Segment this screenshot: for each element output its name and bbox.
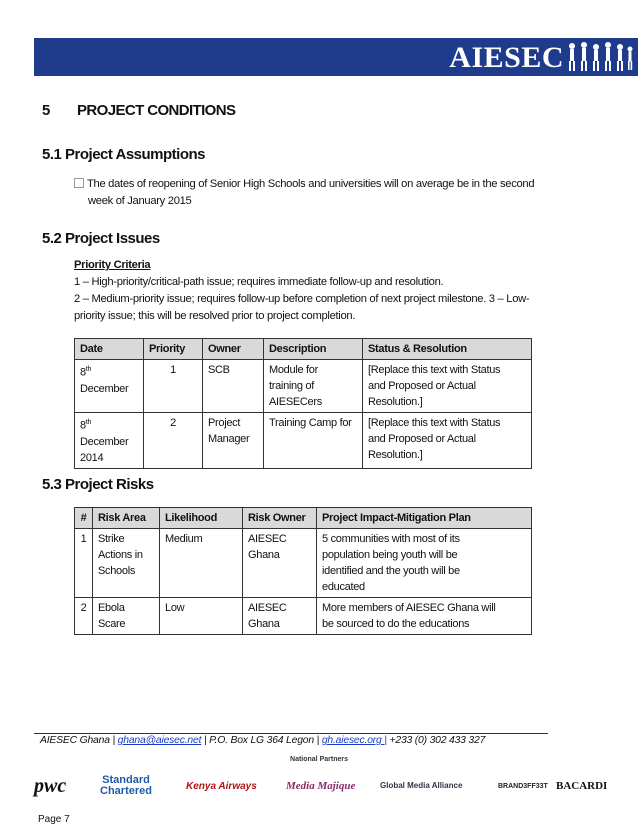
issues-header-row <box>75 339 532 360</box>
plan-line: identified and the youth will be <box>322 565 460 577</box>
date-day: 8 <box>80 366 86 379</box>
likelihood-cell: Medium <box>160 529 243 598</box>
status-line: Resolution.] <box>368 449 423 461</box>
risks-header-row <box>75 508 532 529</box>
date-sup: th <box>85 366 92 373</box>
priority-cell: 2 <box>144 413 203 469</box>
criteria-line3: priority issue; this will be resolved prior to project completion. <box>74 310 356 322</box>
global-media-alliance-logo: Global Media Alliance <box>380 781 463 790</box>
area-line: Schools <box>98 565 136 577</box>
status-line: [Replace this text with Status <box>368 417 501 429</box>
bullet-box-icon <box>74 178 84 188</box>
risk-area-cell <box>93 598 160 635</box>
section-heading <box>42 102 235 119</box>
area-line: Actions in <box>98 549 143 561</box>
date-year: 2014 <box>80 451 104 464</box>
col-header: Priority <box>144 339 203 360</box>
bacardi-logo: BACARDI <box>556 780 608 792</box>
area-line: Ebola Scare <box>98 602 126 630</box>
aiesec-logo: AIESEC <box>449 41 564 74</box>
issues-heading: 5.2 Project Issues <box>42 230 160 247</box>
col-header: Likelihood <box>160 508 243 529</box>
plan-line: 5 communities with most of its <box>322 533 460 545</box>
plan-line: be sourced to do the educations <box>322 618 470 630</box>
kenya-airways-logo: Kenya Airways <box>186 780 257 792</box>
status-line: [Replace this text with Status <box>368 364 501 376</box>
people-figures-icon <box>566 40 634 74</box>
date-day: 8 <box>80 419 86 432</box>
footer-address: | P.O. Box LG 364 Legon | <box>201 735 322 746</box>
owner-cell: Project Manager <box>203 413 264 469</box>
plan-line: More members of AIESEC Ghana will <box>322 602 496 614</box>
priority-cell: 1 <box>144 360 203 413</box>
table-row <box>75 529 532 598</box>
description-cell <box>264 360 363 413</box>
desc-line: Training Camp for <box>269 417 352 429</box>
owner-cell: SCB <box>203 360 264 413</box>
desc-line: Module for <box>269 364 318 376</box>
footer-contact <box>40 735 485 746</box>
plan-line: population being youth will be <box>322 549 458 561</box>
status-line: and Proposed or Actual <box>368 433 476 445</box>
standard-chartered-logo: Standard Chartered <box>100 774 152 797</box>
risk-owner-cell: AIESEC Ghana <box>243 529 317 598</box>
page-number: Page 7 <box>38 814 70 825</box>
website-link[interactable]: gh.aiesec.org | <box>321 735 387 746</box>
brandeffect-logo: BRAND3FF33T <box>498 782 548 790</box>
col-header: Status & Resolution <box>363 339 532 360</box>
desc-line: AIESECers <box>269 396 322 408</box>
risk-owner-cell: AIESEC Ghana <box>243 598 317 635</box>
media-majique-logo: Media Majique <box>286 780 356 792</box>
criteria-line1: 1 – High-priority/critical-path issue; requires immediate follow-up and resolution. <box>74 276 444 288</box>
likelihood-cell: Low <box>160 598 243 635</box>
col-header: Risk Area <box>93 508 160 529</box>
criteria-line2: 2 – Medium-priority issue; requires follow-up before completion of next project milestone. 3 – Low- <box>74 293 530 305</box>
priority-criteria-label: Priority Criteria <box>74 259 151 271</box>
plan-line: educated <box>322 581 365 593</box>
table-row <box>75 413 532 469</box>
status-cell <box>363 360 532 413</box>
table-row <box>75 360 532 413</box>
priority-criteria <box>74 257 544 325</box>
assumption-text-line2: week of January 2015 <box>88 195 192 207</box>
issues-table <box>74 338 532 469</box>
description-cell <box>264 413 363 469</box>
col-header: Date <box>75 339 144 360</box>
risks-table <box>74 507 532 635</box>
mitigation-cell <box>317 598 532 635</box>
risks-heading: 5.3 Project Risks <box>42 476 154 493</box>
col-header: # <box>75 508 93 529</box>
pwc-logo: pwc <box>34 774 67 797</box>
col-header: Owner <box>203 339 264 360</box>
assumption-bullet <box>74 176 534 210</box>
date-sup: th <box>85 419 92 426</box>
date-rest: December <box>80 435 129 448</box>
desc-line: training of <box>269 380 315 392</box>
assumption-text-line1: The dates of reopening of Senior High Schools and universities will on average be in the second <box>87 178 535 190</box>
status-line: Resolution.] <box>368 396 423 408</box>
assumptions-heading: 5.1 Project Assumptions <box>42 146 205 163</box>
footer-divider <box>34 733 548 734</box>
date-rest: December <box>80 382 129 395</box>
col-header: Risk Owner <box>243 508 317 529</box>
national-partners-label: National Partners <box>290 756 348 763</box>
status-cell <box>363 413 532 469</box>
section-number: 5 <box>42 102 50 119</box>
section-title: PROJECT CONDITIONS <box>77 102 236 119</box>
status-line: and Proposed or Actual <box>368 380 476 392</box>
footer-phone: +233 (0) 302 433 327 <box>386 735 486 746</box>
risk-number-cell: 2 <box>75 598 93 635</box>
email-link[interactable]: ghana@aiesec.net <box>117 735 202 746</box>
col-header: Project Impact-Mitigation Plan <box>317 508 532 529</box>
area-line: Strike <box>98 533 125 545</box>
mitigation-cell <box>317 529 532 598</box>
date-cell <box>75 413 144 469</box>
footer-org: AIESEC Ghana | <box>40 735 118 746</box>
table-row <box>75 598 532 635</box>
risk-area-cell <box>93 529 160 598</box>
risk-number-cell: 1 <box>75 529 93 598</box>
date-cell <box>75 360 144 413</box>
col-header: Description <box>264 339 363 360</box>
